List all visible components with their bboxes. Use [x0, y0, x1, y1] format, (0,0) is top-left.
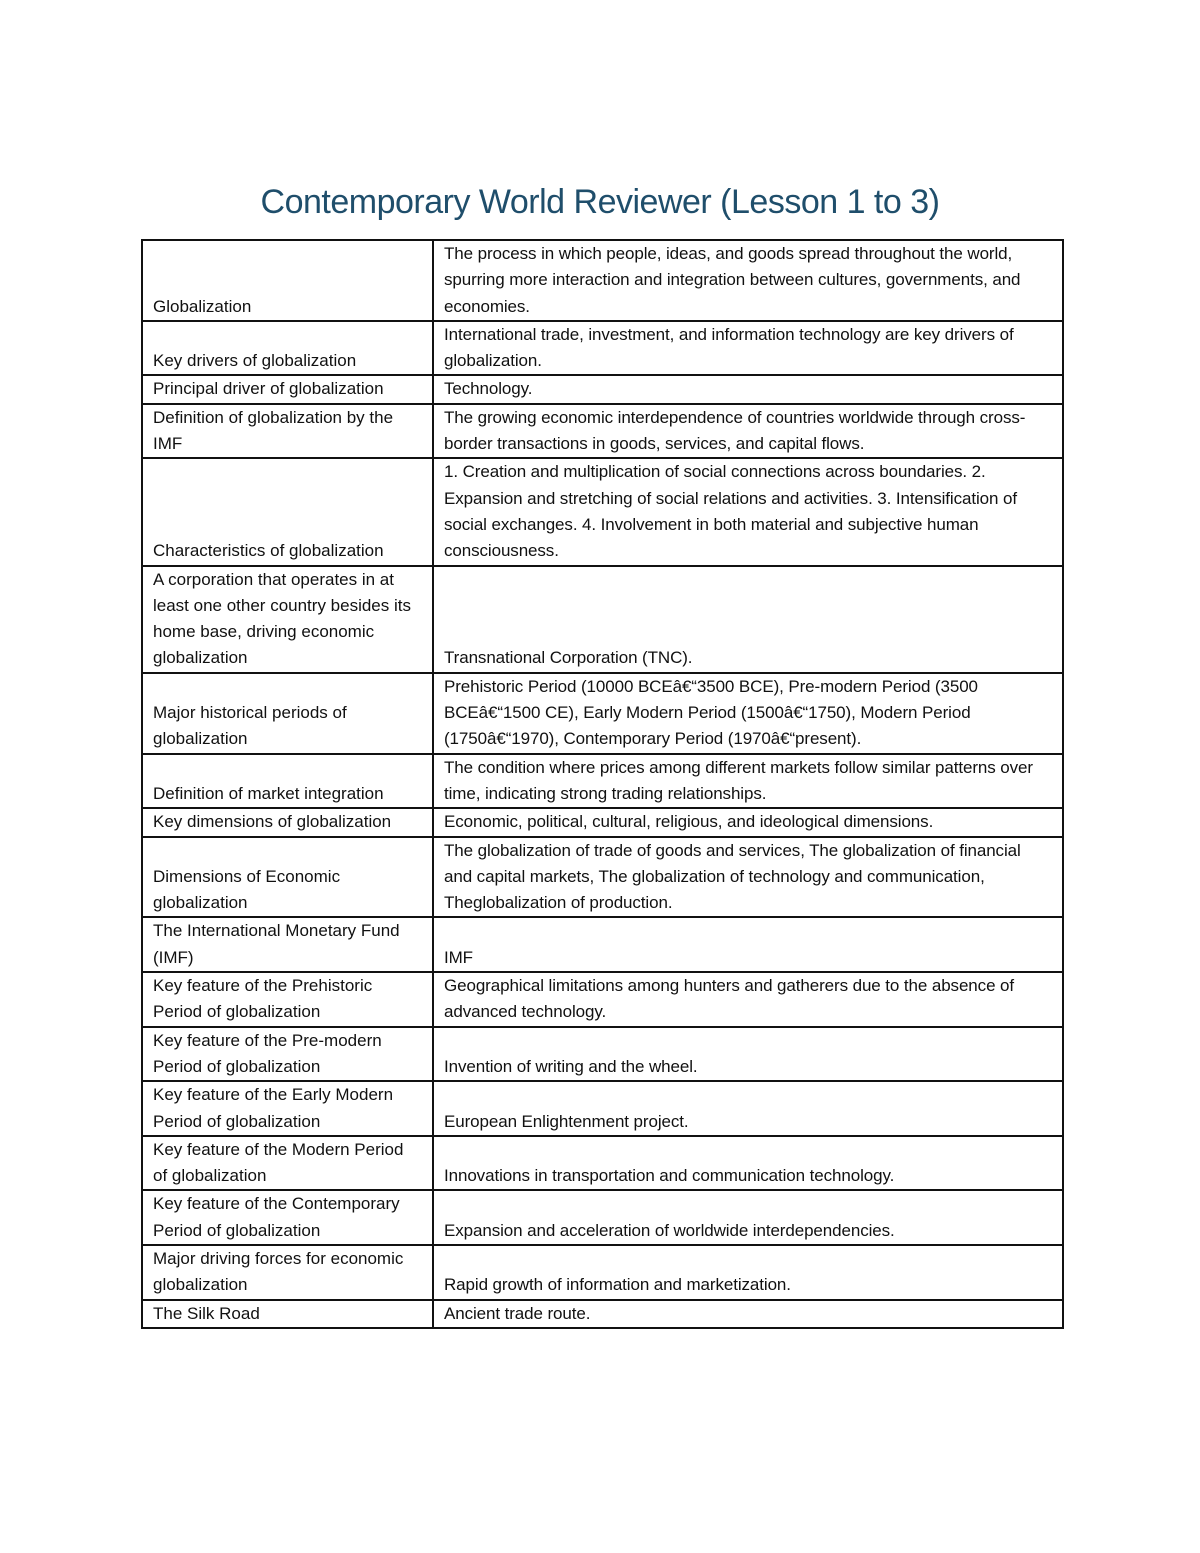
definition-cell: Expansion and acceleration of worldwide interdependencies. — [433, 1190, 1063, 1245]
table-row — [142, 404, 1063, 459]
table-row — [142, 566, 1063, 673]
table-row — [142, 1245, 1063, 1300]
table-row — [142, 1027, 1063, 1082]
term-cell: Major driving forces for economic globalization — [142, 1245, 433, 1300]
definition-cell: 1. Creation and multiplication of social connections across boundaries. 2. Expansion and stretching of social relations and activities. 3. Intensification of social exchanges. 4. Involvement in both material and subjective human consciousness. — [433, 458, 1063, 565]
definition-cell: The process in which people, ideas, and goods spread throughout the world, spurring more interaction and integration between cultures, governments, and economies. — [433, 240, 1063, 321]
definition-cell: Invention of writing and the wheel. — [433, 1027, 1063, 1082]
definition-cell: The growing economic interdependence of countries worldwide through cross-border transactions in goods, services, and capital flows. — [433, 404, 1063, 459]
term-cell: Globalization — [142, 240, 433, 321]
table-row — [142, 375, 1063, 403]
definition-cell: Transnational Corporation (TNC). — [433, 566, 1063, 673]
term-cell: Key feature of the Contemporary Period of globalization — [142, 1190, 433, 1245]
reviewer-table-body — [142, 240, 1063, 1328]
table-row — [142, 458, 1063, 565]
table-row — [142, 1190, 1063, 1245]
table-row — [142, 808, 1063, 836]
definition-cell: The condition where prices among different markets follow similar patterns over time, indicating strong trading relationships. — [433, 754, 1063, 809]
reviewer-table — [141, 239, 1064, 1329]
table-row — [142, 1081, 1063, 1136]
table-row — [142, 837, 1063, 918]
term-cell: Characteristics of globalization — [142, 458, 433, 565]
table-row — [142, 754, 1063, 809]
definition-cell: The globalization of trade of goods and services, The globalization of financial and capital markets, The globalization of technology and communication, Theglobalization of production. — [433, 837, 1063, 918]
term-cell: Key feature of the Early Modern Period of globalization — [142, 1081, 433, 1136]
definition-cell: Ancient trade route. — [433, 1300, 1063, 1328]
definition-cell: Prehistoric Period (10000 BCEâ€“3500 BCE), Pre-modern Period (3500 BCEâ€“1500 CE), Early Modern Period (1500â€“1750), Modern Period (1750â€“1970), Contemporary Period (1970â€“present). — [433, 673, 1063, 754]
term-cell: The Silk Road — [142, 1300, 433, 1328]
table-row — [142, 240, 1063, 321]
term-cell: Key feature of the Pre-modern Period of globalization — [142, 1027, 433, 1082]
term-cell: Key dimensions of globalization — [142, 808, 433, 836]
definition-cell: Technology. — [433, 375, 1063, 403]
definition-cell: Geographical limitations among hunters and gatherers due to the absence of advanced technology. — [433, 972, 1063, 1027]
table-row — [142, 321, 1063, 376]
table-row — [142, 673, 1063, 754]
definition-cell: International trade, investment, and information technology are key drivers of globalization. — [433, 321, 1063, 376]
term-cell: Major historical periods of globalization — [142, 673, 433, 754]
table-row — [142, 1136, 1063, 1191]
term-cell: The International Monetary Fund (IMF) — [142, 917, 433, 972]
term-cell: Definition of globalization by the IMF — [142, 404, 433, 459]
definition-cell: Economic, political, cultural, religious, and ideological dimensions. — [433, 808, 1063, 836]
definition-cell: European Enlightenment project. — [433, 1081, 1063, 1136]
page-title: Contemporary World Reviewer (Lesson 1 to 3) — [260, 183, 940, 221]
term-cell: Key feature of the Prehistoric Period of globalization — [142, 972, 433, 1027]
definition-cell: Rapid growth of information and marketization. — [433, 1245, 1063, 1300]
term-cell: Key feature of the Modern Period of globalization — [142, 1136, 433, 1191]
term-cell: Key drivers of globalization — [142, 321, 433, 376]
term-cell: Principal driver of globalization — [142, 375, 433, 403]
definition-cell: Innovations in transportation and communication technology. — [433, 1136, 1063, 1191]
table-row — [142, 1300, 1063, 1328]
definition-cell: IMF — [433, 917, 1063, 972]
table-row — [142, 917, 1063, 972]
term-cell: Definition of market integration — [142, 754, 433, 809]
term-cell: Dimensions of Economic globalization — [142, 837, 433, 918]
table-row — [142, 972, 1063, 1027]
term-cell: A corporation that operates in at least one other country besides its home base, driving economic globalization — [142, 566, 433, 673]
